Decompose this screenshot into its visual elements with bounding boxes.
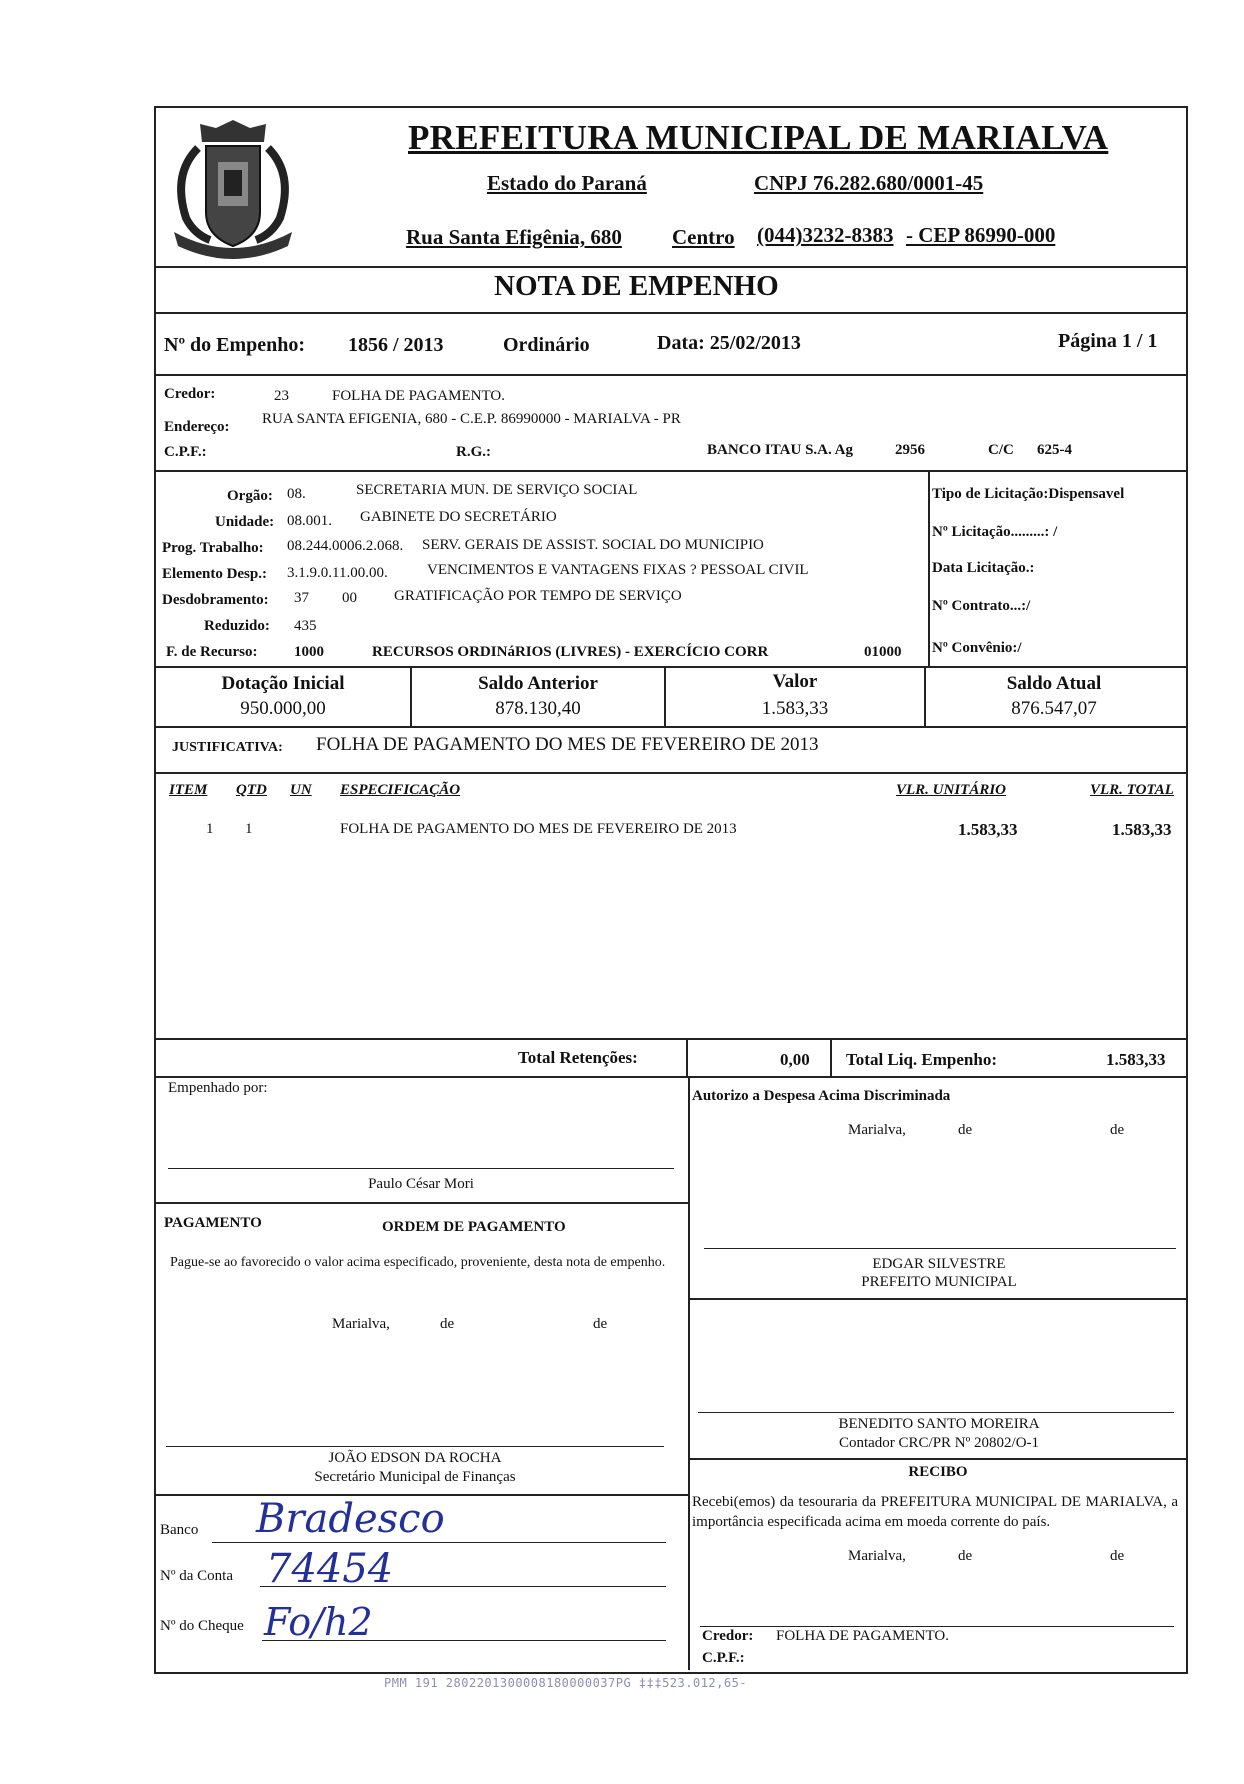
desdobramento-sub: 00 <box>342 590 357 606</box>
row-unitario: 1.583,33 <box>958 820 1018 839</box>
autorizo-de1: de <box>958 1122 973 1138</box>
orgao-code: 08. <box>287 486 306 502</box>
pagamento-text: Pague-se ao favorecido o valor acima especificado, proveniente, desta nota de empenho. <box>170 1255 666 1270</box>
bank-name: BANCO ITAU S.A. Ag <box>707 442 853 458</box>
empenho-date: Data: 25/02/2013 <box>657 332 801 354</box>
dotacao-label: Dotação Inicial <box>221 673 345 694</box>
anterior-label: Saldo Anterior <box>478 673 598 694</box>
valor-label: Valor <box>772 671 818 692</box>
footer-stamp: PMM 191 2802201300008180000037PG ‡‡‡523.012,65- <box>384 1676 748 1690</box>
pagamento-de1: de <box>440 1316 455 1332</box>
row-total: 1.583,33 <box>1112 820 1172 839</box>
autorizo-de2: de <box>1110 1122 1125 1138</box>
prog-code: 08.244.0006.2.068. <box>287 538 404 554</box>
row-item: 1 <box>206 821 214 837</box>
col-un: UN <box>290 782 312 798</box>
rg-label: R.G.: <box>456 444 491 460</box>
banco-label: Banco <box>160 1522 199 1538</box>
autorizo-city: Marialva, <box>848 1122 906 1138</box>
header-district: Centro <box>672 225 735 249</box>
cpf-label: C.P.F.: <box>164 444 207 460</box>
fonte-label: F. de Recurso: <box>166 644 258 660</box>
prefeito-title: PREFEITO MUNICIPAL <box>861 1274 1017 1290</box>
unidade-code: 08.001. <box>287 513 332 529</box>
credor-code: 23 <box>274 388 289 404</box>
liquido-label: Total Liq. Empenho: <box>846 1050 997 1069</box>
col-qtd: QTD <box>236 782 267 798</box>
elemento-name: VENCIMENTOS E VANTAGENS FIXAS ? PESSOAL CIVIL <box>427 562 809 578</box>
header-cep: - CEP 86990-000 <box>906 223 1056 247</box>
page-number: Página 1 / 1 <box>1058 330 1158 352</box>
empenhado-label: Empenhado por: <box>168 1080 268 1096</box>
contador-title: Contador CRC/PR Nº 20802/O-1 <box>838 1435 1040 1451</box>
header-title: PREFEITURA MUNICIPAL DE MARIALVA <box>408 118 1109 157</box>
secretario-name: JOÃO EDSON DA ROCHA <box>328 1450 502 1466</box>
fonte-code: 1000 <box>294 644 324 660</box>
endereco-value: RUA SANTA EFIGENIA, 680 - C.E.P. 86990000 - MARIALVA - PR <box>262 411 681 427</box>
col-total: VLR. TOTAL <box>1090 782 1174 798</box>
col-item: ITEM <box>169 782 208 798</box>
header-phone: (044)3232-8383 <box>757 223 894 247</box>
empenho-type: Ordinário <box>503 334 590 356</box>
conta-handwritten: 74454 <box>266 1546 394 1592</box>
prog-label: Prog. Trabalho: <box>162 540 264 556</box>
elemento-code: 3.1.9.0.11.00.00. <box>287 565 388 581</box>
cc-value: 625-4 <box>1037 442 1072 458</box>
valor-value: 1.583,33 <box>761 698 829 719</box>
recibo-credor-value: FOLHA DE PAGAMENTO. <box>776 1628 949 1644</box>
unidade-label: Unidade: <box>215 514 275 530</box>
reduzido-value: 435 <box>294 618 317 634</box>
elemento-label: Elemento Desp.: <box>162 566 267 582</box>
row-especificacao: FOLHA DE PAGAMENTO DO MES DE FEVEREIRO DE 2013 <box>340 821 737 837</box>
atual-label: Saldo Atual <box>1006 673 1102 694</box>
orgao-label: Orgão: <box>227 488 273 504</box>
pagamento-de2: de <box>593 1316 608 1332</box>
numero-licitacao: Nº Licitação.........: / <box>932 524 1058 540</box>
fonte-name: RECURSOS ORDINáRIOS (LIVRES) - EXERCÍCIO CORR <box>372 644 769 660</box>
desdobramento-name: GRATIFICAÇÃO POR TEMPO DE SERVIÇO <box>394 588 682 604</box>
ordem-pagamento: ORDEM DE PAGAMENTO <box>382 1219 566 1235</box>
orgao-name: SECRETARIA MUN. DE SERVIÇO SOCIAL <box>356 482 638 498</box>
credor-name: FOLHA DE PAGAMENTO. <box>332 388 505 404</box>
recibo-text: Recebi(emos) da tesouraria da PREFEITURA MUNICIPAL DE MARIALVA, a importância especificada acima em moeda corrente do país. <box>692 1494 1178 1530</box>
empenhado-name: Paulo César Mori <box>368 1176 474 1192</box>
bank-agency: 2956 <box>895 442 925 458</box>
endereco-label: Endereço: <box>164 419 230 435</box>
empenho-number-label: Nº do Empenho: <box>164 334 306 356</box>
row-qtd: 1 <box>245 821 253 837</box>
empenho-number: 1856 / 2013 <box>348 334 444 356</box>
prog-name: SERV. GERAIS DE ASSIST. SOCIAL DO MUNICIPIO <box>422 537 764 553</box>
justificativa-label: JUSTIFICATIVA: <box>172 740 283 755</box>
header-street: Rua Santa Efigênia, 680 <box>406 225 622 249</box>
document-title: NOTA DE EMPENHO <box>494 270 779 302</box>
fonte-number: 01000 <box>864 644 902 660</box>
justificativa-text: FOLHA DE PAGAMENTO DO MES DE FEVEREIRO DE 2013 <box>316 734 819 755</box>
anterior-value: 878.130,40 <box>495 698 581 719</box>
dotacao-value: 950.000,00 <box>240 698 326 719</box>
atual-value: 876.547,07 <box>1011 698 1097 719</box>
prefeito-name: EDGAR SILVESTRE <box>872 1256 1006 1272</box>
coat-of-arms-icon <box>158 114 308 264</box>
recibo-de1: de <box>958 1548 973 1564</box>
contador-name: BENEDITO SANTO MOREIRA <box>838 1416 1040 1432</box>
retencoes-label: Total Retenções: <box>518 1048 638 1067</box>
cheque-handwritten: Fo/h2 <box>264 1600 373 1644</box>
desdobramento-label: Desdobramento: <box>162 592 269 608</box>
secretario-title: Secretário Municipal de Finanças <box>314 1469 516 1485</box>
retencoes-value: 0,00 <box>780 1050 810 1069</box>
cheque-label: Nº do Cheque <box>160 1618 244 1634</box>
conta-label: Nº da Conta <box>160 1568 233 1584</box>
col-especificacao: ESPECIFICAÇÃO <box>340 782 461 798</box>
recibo-title: RECIBO <box>908 1464 968 1480</box>
unidade-name: GABINETE DO SECRETÁRIO <box>360 509 557 525</box>
recibo-city: Marialva, <box>848 1548 906 1564</box>
header-state: Estado do Paraná <box>487 171 647 195</box>
data-licitacao: Data Licitação.: <box>932 560 1035 576</box>
liquido-value: 1.583,33 <box>1106 1050 1166 1069</box>
numero-contrato: Nº Contrato...:/ <box>932 598 1031 614</box>
tipo-licitacao: Tipo de Licitação:Dispensavel <box>932 486 1125 502</box>
autorizo-label: Autorizo a Despesa Acima Discriminada <box>692 1088 951 1104</box>
recibo-credor-label: Credor: <box>702 1628 754 1644</box>
pagamento-city: Marialva, <box>332 1316 390 1332</box>
reduzido-label: Reduzido: <box>204 618 270 634</box>
pagamento-label: PAGAMENTO <box>164 1215 262 1231</box>
credor-label: Credor: <box>164 386 216 402</box>
recibo-cpf-label: C.P.F.: <box>702 1650 745 1666</box>
recibo-de2: de <box>1110 1548 1125 1564</box>
banco-handwritten: Bradesco <box>256 1496 445 1542</box>
desdobramento-code: 37 <box>294 590 309 606</box>
header-cnpj: CNPJ 76.282.680/0001-45 <box>754 171 984 195</box>
col-unitario: VLR. UNITÁRIO <box>896 782 1007 798</box>
numero-convenio: Nº Convênio:/ <box>932 640 1022 656</box>
cc-label: C/C <box>988 442 1014 458</box>
